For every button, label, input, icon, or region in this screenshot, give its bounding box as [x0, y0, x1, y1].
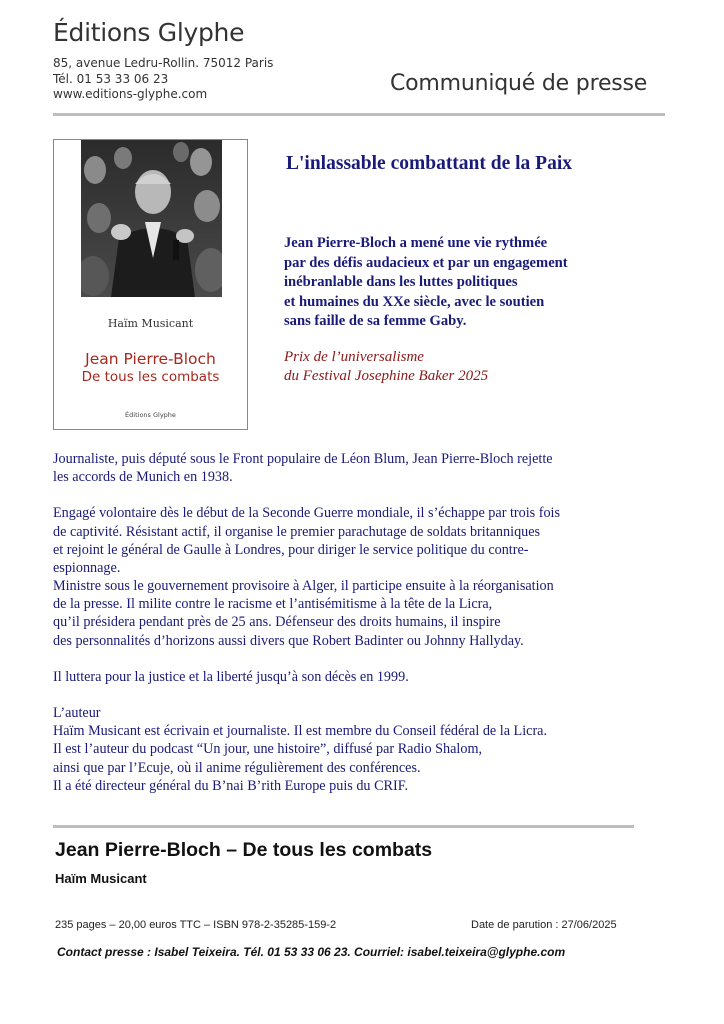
press-contact: Contact presse : Isabel Teixeira. Tél. 01 53 33 06 23. Courriel: isabel.teixeira@glyphe.com [57, 945, 566, 959]
footer-divider [53, 825, 634, 828]
lead-line: par des défis audacieux et par un engagement [284, 254, 568, 271]
book-cover [53, 139, 248, 430]
release-date: Date de parution : 27/06/2025 [471, 919, 617, 931]
author-section-heading: L’auteur [53, 705, 101, 722]
lead-line: sans faille de sa femme Gaby. [284, 313, 467, 330]
publisher-address: 85, avenue Ledru-Rollin. 75012 Paris [53, 56, 274, 70]
book-title: Jean Pierre-Bloch – De tous les combats [55, 839, 433, 861]
body-line: Il a été directeur général du B’nai B’rith Europe puis du CRIF. [53, 777, 409, 794]
publisher-name: Éditions Glyphe [53, 18, 245, 47]
cover-photo [81, 140, 222, 297]
body-line: Journaliste, puis député sous le Front populaire de Léon Blum, Jean Pierre-Bloch rejette [53, 451, 553, 467]
prize-line: Prix de l’universalisme [284, 349, 424, 365]
lead-line: inébranlable dans les luttes politiques [284, 274, 518, 291]
publisher-website[interactable]: www.editions-glyphe.com [53, 87, 208, 101]
headline: L'inlassable combattant de la Paix [286, 153, 573, 174]
body-line: Ministre sous le gouvernement provisoire à Alger, il participe ensuite à la réorganisation [53, 578, 554, 595]
prize-line: du Festival Josephine Baker 2025 [284, 368, 489, 384]
cover-author: Haïm Musicant [107, 317, 194, 330]
body-line: espionnage. [53, 559, 121, 576]
body-line: des personnalités d’horizons aussi divers que Robert Badinter ou Johnny Hallyday. [53, 632, 524, 649]
header-divider [53, 113, 665, 116]
cover-subtitle: De tous les combats [81, 369, 220, 385]
body-line: les accords de Munich en 1938. [53, 469, 233, 486]
lead-paragraph [284, 234, 568, 332]
prize-mention [284, 348, 488, 386]
body-line: Il luttera pour la justice et la liberté jusqu’à son décès en 1999. [53, 668, 409, 685]
body-line: Il est l’auteur du podcast “Un jour, une histoire”, diffusé par Radio Shalom, [53, 741, 483, 758]
document-type: Communiqué de presse [390, 71, 648, 96]
book-author: Haïm Musicant [55, 871, 147, 886]
body-line: Haïm Musicant est écrivain et journaliste. Il est membre du Conseil fédéral de la Licra. [53, 723, 548, 740]
lead-line: Jean Pierre-Bloch a mené une vie rythmée [284, 235, 548, 251]
cover-title: Jean Pierre-Bloch [85, 350, 216, 368]
body-line: Engagé volontaire dès le début de la Seconde Guerre mondiale, il s’échappe par trois fois [53, 505, 561, 522]
body-line: qu’il présidera pendant près de 25 ans. Défenseur des droits humains, il inspire [53, 614, 501, 631]
body-line: ainsi que par l’Ecuje, où il anime régulièrement des conférences. [53, 759, 421, 776]
body-line: de captivité. Résistant actif, il organise le premier parachutage de soldats britanniques [53, 523, 541, 540]
publisher-phone: Tél. 01 53 33 06 23 [53, 71, 169, 86]
body-text [53, 450, 653, 795]
publisher-contact-block [53, 56, 273, 103]
crowd-photo-illustration [81, 140, 222, 297]
cover-publisher: Éditions Glyphe [125, 411, 176, 419]
lead-line: et humaines du XXe siècle, avec le soutien [284, 293, 545, 310]
body-line: et rejoint le général de Gaulle à Londres, pour diriger le service politique du contre- [53, 541, 529, 558]
book-details: 235 pages – 20,00 euros TTC – ISBN 978-2-35285-159-2 [55, 919, 337, 931]
body-line: de la presse. Il milite contre le racisme et l’antisémitisme à la tête de la Licra, [53, 596, 493, 613]
